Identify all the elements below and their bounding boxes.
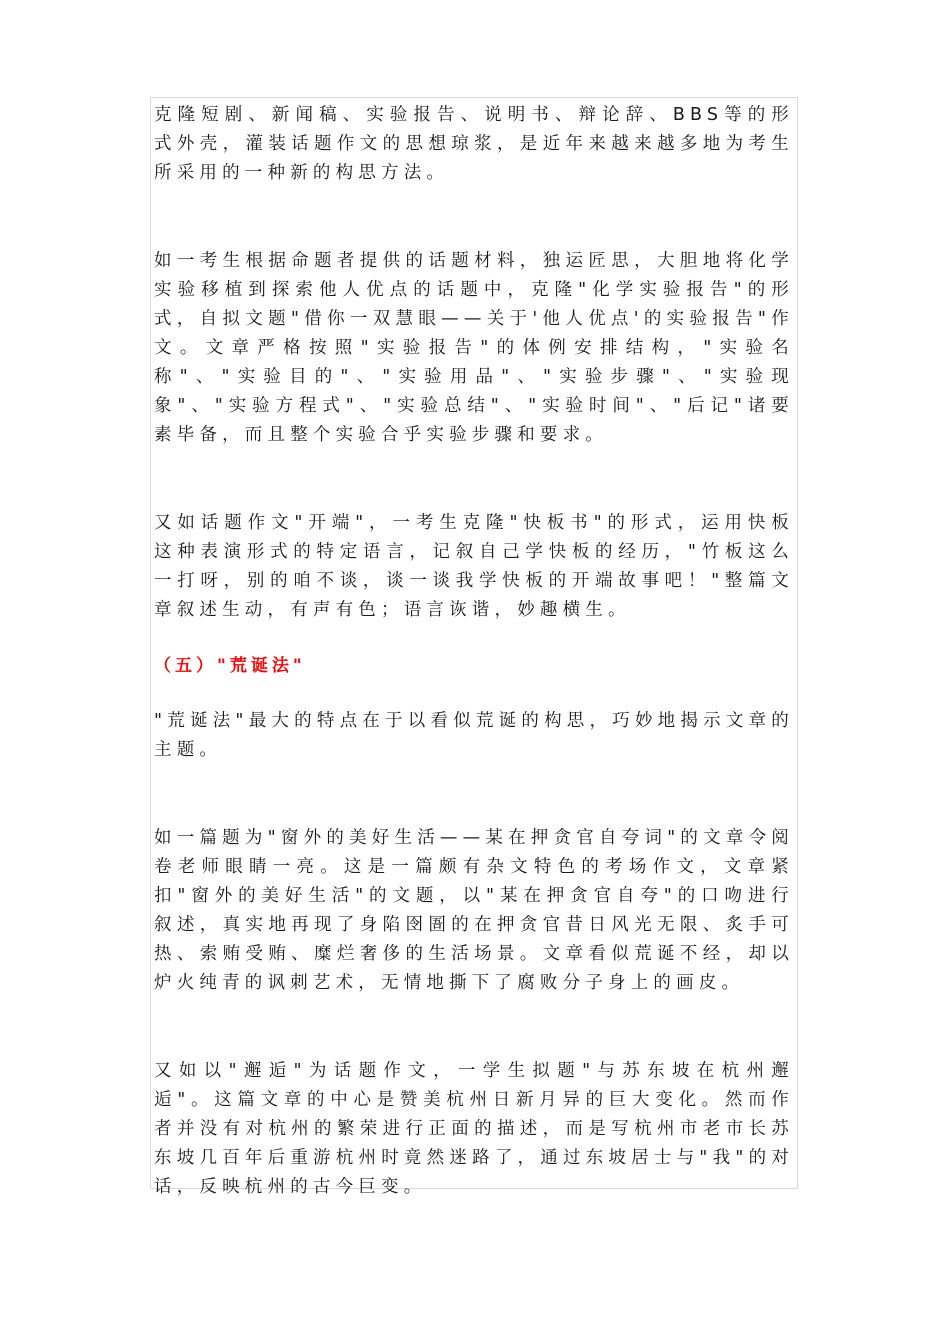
paragraph-gap bbox=[154, 188, 794, 247]
paragraph-window-example: 如一篇题为"窗外的美好生活——某在押贪官自夸词"的文章令阅卷老师眼睛一亮。这是一篇颇有杂文特色的考场作文，文章紧扣"窗外的美好生活"的文题，以"某在押贪官自夸"的口吻进行叙述，真实地再现了身陷囹圄的在押贪官昔日风光无限、炙手可热、索贿受贿、糜烂奢侈的生活场景。文章看似荒诞不经，却以炉火纯青的讽刺艺术，无情地撕下了腐败分子身上的画皮。 bbox=[154, 828, 794, 993]
paragraph-gap bbox=[154, 450, 794, 509]
paragraph-gap bbox=[154, 681, 794, 707]
paragraph-gap bbox=[154, 998, 794, 1057]
paragraph-absurd-intro: "荒诞法"最大的特点在于以看似荒诞的构思，巧妙地揭示文章的主题。 bbox=[154, 711, 794, 760]
paragraph-clone-intro: 克隆短剧、新闻稿、实验报告、说明书、辩论辞、BBS等的形式外壳，灌装话题作文的思想琼浆，是近年来越来越多地为考生所采用的一种新的构思方法。 bbox=[154, 105, 794, 183]
paragraph-gap bbox=[154, 625, 794, 652]
paragraph-encounter-example: 又如以"邂逅"为话题作文，一学生拟题"与苏东坡在杭州邂逅"。这篇文章的中心是赞美杭州日新月异的巨大变化。然而作者并没有对杭州的繁荣进行正面的描述，而是写杭州市老市长苏东坡几百年后重游杭州时竟然迷路了，通过东坡居士与"我"的对话，反映杭州的古今巨变。 bbox=[154, 1061, 794, 1197]
section-heading-absurd: （五）"荒诞法" bbox=[154, 656, 306, 676]
paragraph-kuaiban-example: 又如话题作文"开端"，一考生克隆"快板书"的形式，运用快板这种表演形式的特定语言，记叙自己学快板的经历，"竹板这么一打呀，别的咱不谈，谈一谈我学快板的开端故事吧！"整篇文章叙述生动，有声有色；语言诙谐，妙趣横生。 bbox=[154, 513, 794, 620]
paragraph-chemistry-example: 如一考生根据命题者提供的话题材料，独运匠思，大胆地将化学实验移植到探索他人优点的话题中，克隆"化学实验报告"的形式，自拟文题"借你一双慧眼——关于'他人优点'的实验报告"作文。文章严格按照"实验报告"的体例安排结构，"实验名称"、"实验目的"、"实验用品"、"实验步骤"、"实验现象"、"实验方程式"、"实验总结"、"实验时间"、"后记"诸要素毕备，而且整个实验合乎实验步骤和要求。 bbox=[154, 251, 794, 445]
paragraph-gap bbox=[154, 765, 794, 824]
document-body bbox=[154, 101, 794, 1202]
